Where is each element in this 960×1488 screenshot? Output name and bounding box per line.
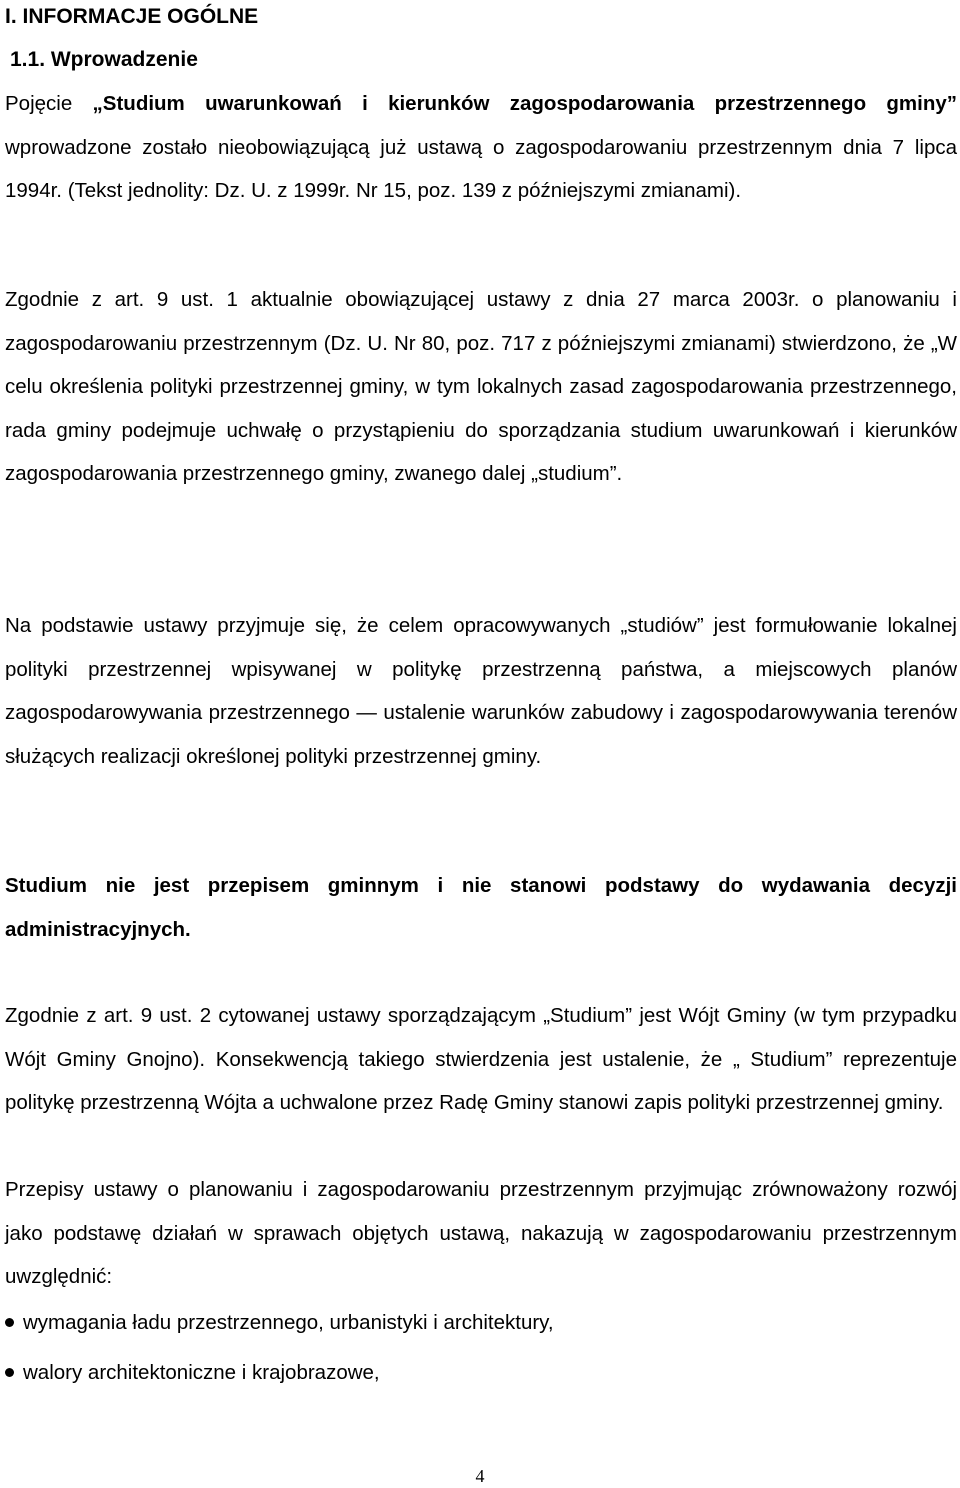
bullet-icon — [5, 1318, 14, 1327]
list-item-text: wymagania ładu przestrzennego, urbanistyki i architektury, — [23, 1311, 554, 1334]
paragraph-intro-rest: wprowadzone zostało nieobowiązującą już ustawą o zagospodarowaniu przestrzennym dnia 7 lipca 1994r. (Tekst jednolity: Dz. U. z 1999r. Nr 15, poz. 139 z późniejszymi zmianami). — [5, 135, 957, 202]
list-item-text: walory architektoniczne i krajobrazowe, — [23, 1360, 380, 1384]
studium-note-bold: Studium nie jest przepisem gminnym i nie stanowi podstawy do wydawania decyzji administracyjnych. — [5, 874, 957, 941]
subsection-heading: 1.1. Wprowadzenie — [10, 48, 198, 71]
paragraph-intro — [5, 82, 957, 213]
paragraph-legal-basis: Na podstawie ustawy przyjmuje się, że celem opracowywanych „studiów” jest formułowanie lokalnej polityki przestrzennej wpisywanej w politykę przestrzenną państwa, a miejscowych planów zagospodarowywania przestrzennego ― ustalenie warunków zabudowy i zagospodarowywania terenów służących realizacji określonej polityki przestrzennej gminy. — [5, 614, 957, 768]
paragraph-regulations: Przepisy ustawy o planowaniu i zagospodarowaniu przestrzennym przyjmując zrównoważony rozwój jako podstawę działań w sprawach objętych ustawą, nakazują w zagospodarowaniu przestrzennym uwzględnić: — [5, 1178, 957, 1288]
paragraph-art9-ust2: Zgodnie z art. 9 ust. 2 cytowanej ustawy sporządzającym „Studium” jest Wójt Gminy (w tym przypadku Wójt Gminy Gnojno). Konsekwencją takiego stwierdzenia jest ustalenie, że „ Studium” reprezentuje politykę przestrzenną Wójta a uchwalone przez Radę Gminy stanowi zapis polityki przestrzennej gminy. — [5, 1004, 957, 1114]
paragraph-intro-term: „Studium uwarunkowań i kierunków zagospodarowania przestrzennego gminy” — [92, 92, 958, 115]
section-heading: I. INFORMACJE OGÓLNE — [5, 5, 259, 28]
paragraph-intro-lead: Pojęcie — [5, 92, 93, 115]
requirements-list — [5, 1301, 955, 1400]
paragraph-studium-note — [5, 864, 957, 951]
list-item — [5, 1351, 955, 1395]
list-item — [5, 1301, 955, 1345]
paragraph-art9-ust1: Zgodnie z art. 9 ust. 1 aktualnie obowiązującej ustawy z dnia 27 marca 2003r. o planowaniu i zagospodarowaniu przestrzennym (Dz. U. Nr 80, poz. 717 z późniejszymi zmianami) stwierdzono, że „W celu określenia polityki przestrzennej gminy, w tym lokalnych zasad zagospodarowania przestrzennego, rada gminy podejmuje uchwałę o przystąpieniu do sporządzania studium uwarunkowań i kierunków zagospodarowania przestrzennego gminy, zwanego dalej „studium”. — [5, 288, 957, 485]
bullet-icon — [5, 1368, 14, 1377]
page-number: 4 — [475, 1466, 485, 1486]
